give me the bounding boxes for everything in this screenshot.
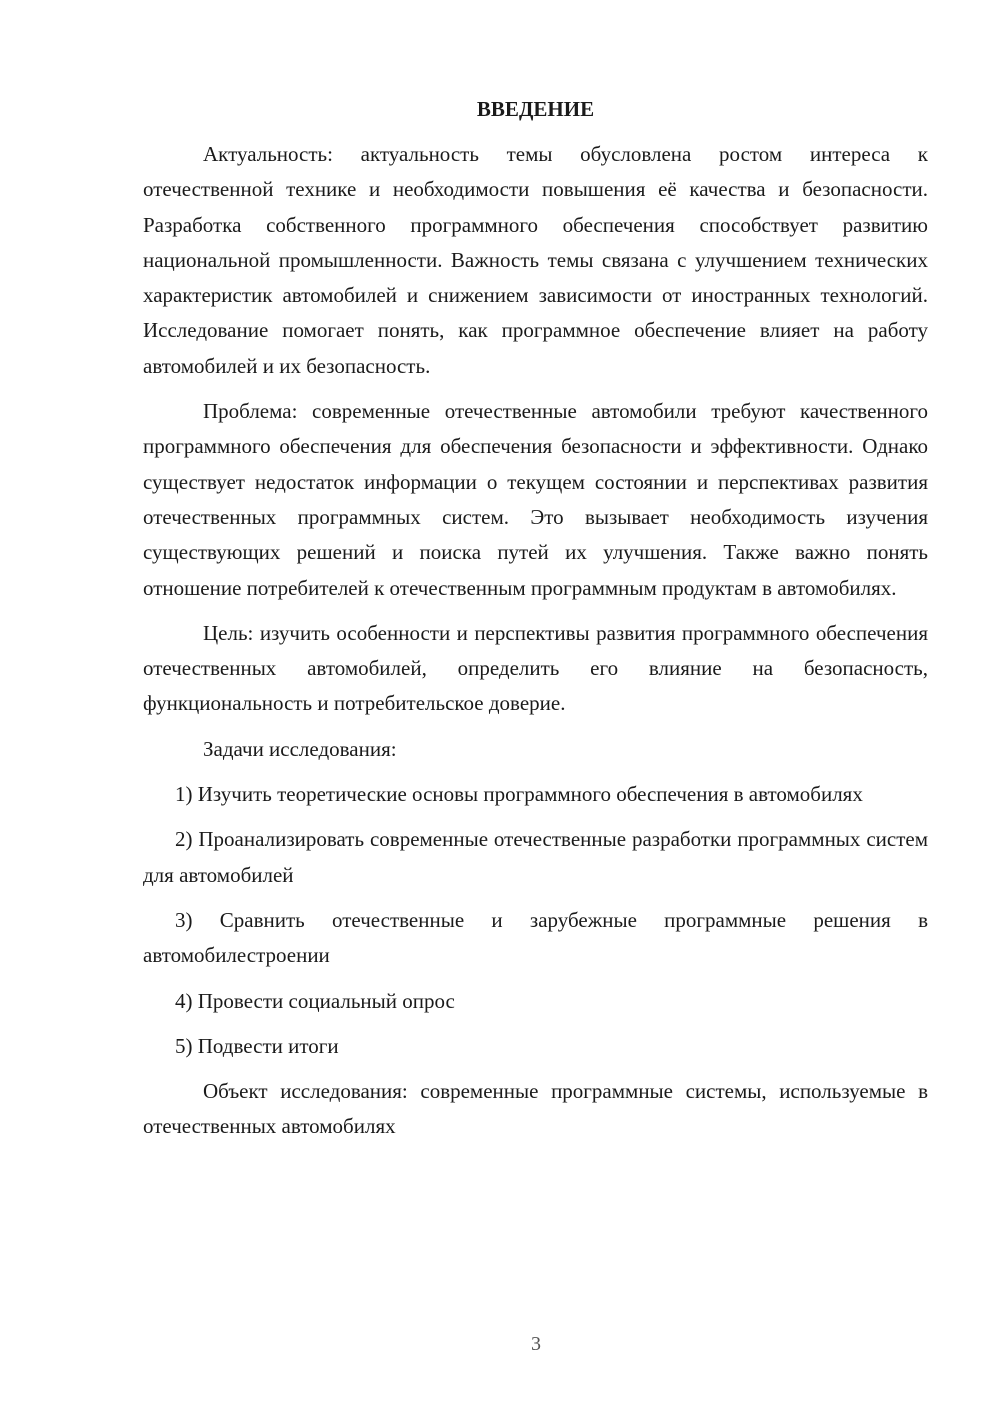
task-item: 1) Изучить теоретические основы программного обеспечения в автомобилях: [175, 782, 863, 807]
paragraph-problem: Проблема: современные отечественные автомобили требуют качественного программного обеспечения для обеспечения безопасности и эффективности. Однако существует недостаток информации о текущем состоянии и перспективах развития отечественных программных систем. Это вызывает необходимость изучения существующих решений и поиска путей их улучшения. Также важно понять отношение потребителей к отечественным программным продуктам в автомобилях.: [143, 399, 928, 600]
page-number: 3: [531, 1333, 541, 1355]
paragraph-relevance: Актуальность: актуальность темы обусловлена ростом интереса к отечественной технике и необходимости повышения её качества и безопасности. Разработка собственного программного обеспечения способствует развитию национальной промышленности. Важность темы связана с улучшением технических характеристик автомобилей и снижением зависимости от иностранных технологий. Исследование помогает понять, как программное обеспечение влияет на работу автомобилей и их безопасность.: [143, 142, 928, 378]
task-item: 5) Подвести итоги: [175, 1033, 339, 1058]
task-item: 2) Проанализировать современные отечественные разработки программных систем для автомобилей: [143, 827, 928, 887]
task-item: 4) Провести социальный опрос: [175, 988, 455, 1013]
section-title: ВВЕДЕНИЕ: [476, 97, 595, 121]
paragraph-object: Объект исследования: современные программные системы, используемые в отечественных автомобилях: [143, 1079, 928, 1139]
paragraph-goal: Цель: изучить особенности и перспективы развития программного обеспечения отечественных автомобилей, определить его влияние на безопасность, функциональность и потребительское доверие.: [143, 620, 928, 716]
task-item: 3) Сравнить отечественные и зарубежные программные решения в автомобилестроении: [143, 907, 928, 968]
document-page: [143, 92, 928, 1155]
tasks-heading: Задачи исследования:: [203, 736, 397, 761]
